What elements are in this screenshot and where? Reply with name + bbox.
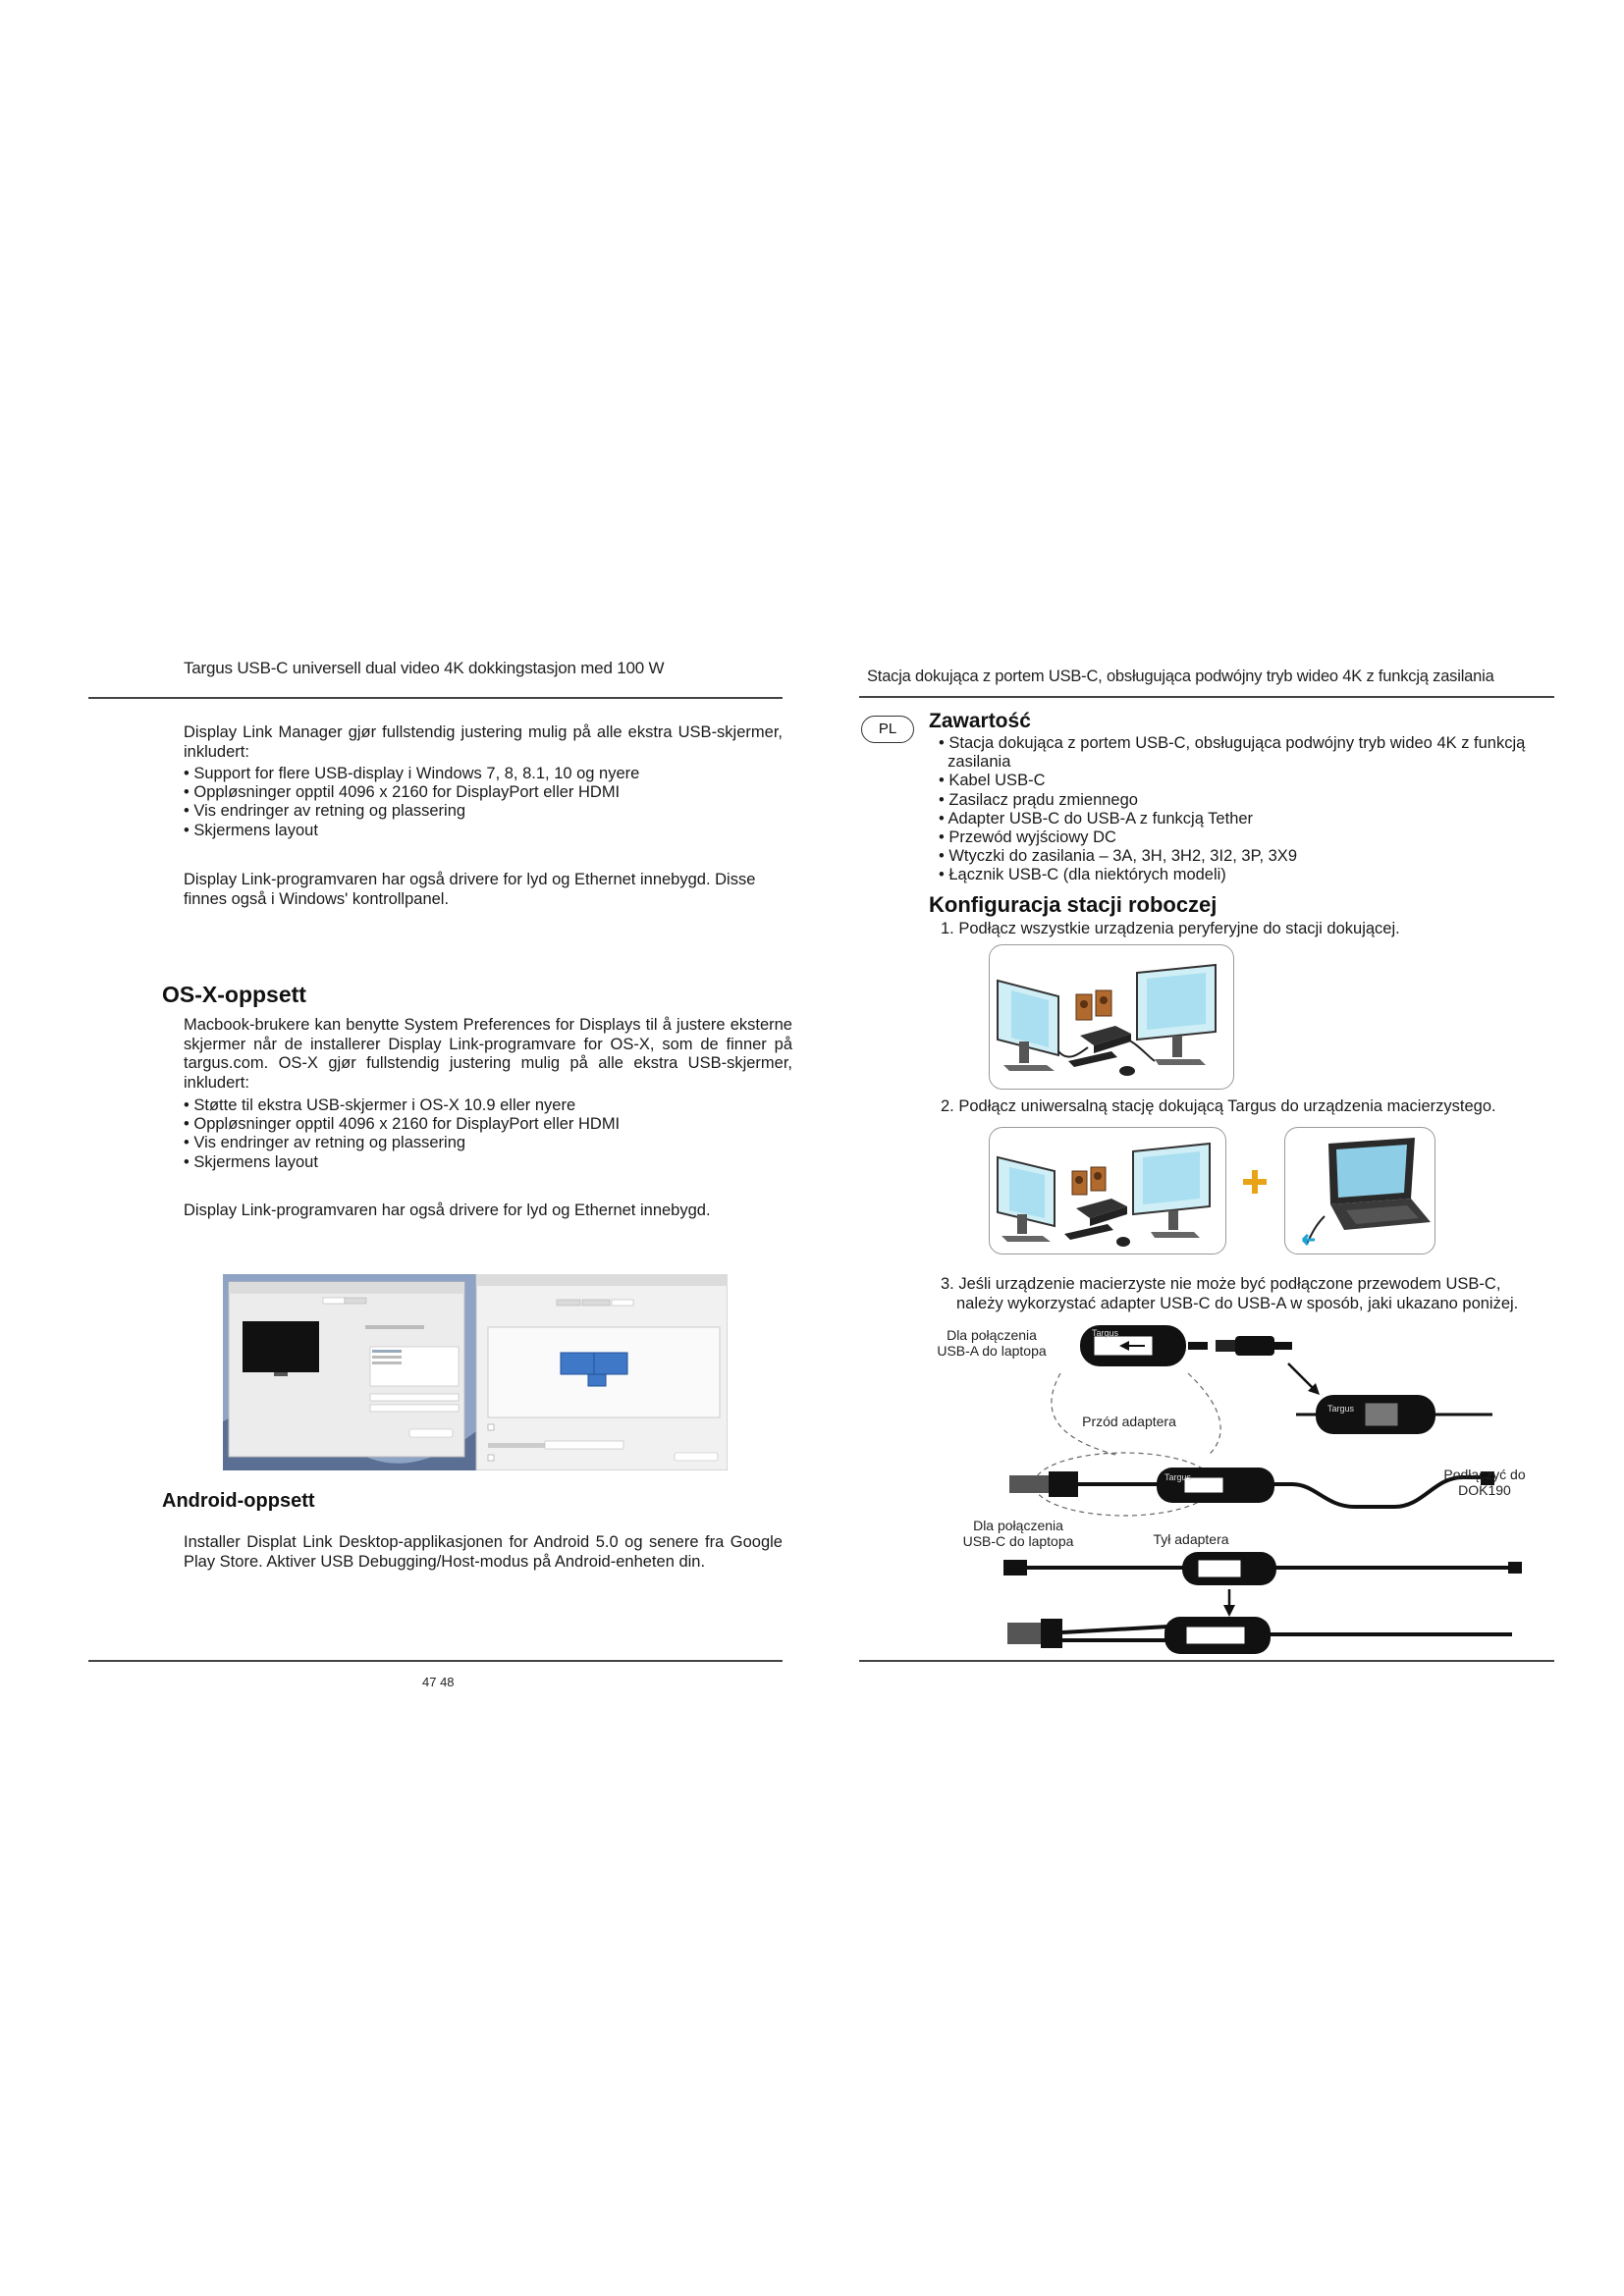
step-1: 1. Podłącz wszystkie urządzenia peryferyjne do stacji dokującej. [941, 920, 1400, 937]
label-connect-dok190 [1435, 1467, 1534, 1498]
contents-list [939, 734, 1567, 885]
osx-paragraph: Macbook-brukere kan benytte System Preferences for Displays til å justere eksterne skjermer når de installerer Display Link-programvare for OS-X, som de finner på targus.com. OS-X gjør fullstendig justering mulig på alle ekstra USB-skjermer, inkludert: [184, 1016, 792, 1092]
laptop-image [1285, 1128, 1435, 1254]
list-item: • Vis endringer av retning og plassering [184, 1134, 466, 1152]
list-item: • Oppløsninger opptil 4096 x 2160 for DisplayPort eller HDMI [184, 783, 621, 802]
left-footer-rule [88, 1660, 783, 1662]
label-line: Dla połączenia [973, 1518, 1063, 1533]
monitors-dock-speakers-image [990, 945, 1233, 1089]
list-item: • Stacja dokująca z portem USB-C, obsługująca podwójny tryb wideo 4K z funkcją [939, 734, 1526, 752]
list-item: • Przewód wyjściowy DC [939, 828, 1116, 847]
laptop-illustration [1284, 1127, 1435, 1255]
step-3-line-2: należy wykorzystać adapter USB-C do USB-A w sposób, jaki ukazano poniżej. [956, 1295, 1519, 1312]
label-line: Dla połączenia [947, 1327, 1037, 1343]
list-item: • Łącznik USB-C (dla niektórych modeli) [939, 866, 1226, 884]
step-2: 2. Podłącz uniwersalną stację dokującą Targus do urządzenia macierzystego. [941, 1097, 1496, 1115]
left-header-rule [88, 697, 783, 699]
left-intro-note: Display Link-programvaren har også drivere for lyd og Ethernet innebygd. Disse finnes også i Windows' kontrollpanel. [184, 871, 756, 908]
osx-heading: OS-X-oppsett [162, 982, 306, 1007]
label-line: USB-A do laptopa [937, 1343, 1047, 1359]
list-item: zasilania [939, 753, 1011, 772]
label-line: Podłączyć do [1443, 1467, 1526, 1482]
step2-illustration [989, 1127, 1226, 1255]
list-item: • Vis endringer av retning og plassering [184, 802, 466, 821]
list-item: • Wtyczki do zasilania – 3A, 3H, 3H2, 3I2, 3P, 3X9 [939, 847, 1297, 866]
targus-logo: Targus [1092, 1328, 1119, 1338]
list-item: • Skjermens layout [184, 1152, 318, 1171]
step1-illustration [989, 944, 1234, 1090]
android-paragraph: Installer Displat Link Desktop-applikasjonen for Android 5.0 og senere fra Google Play Store. Aktiver USB Debugging/Host-modus på Android-enheten din. [184, 1533, 783, 1571]
plus-icon [1241, 1168, 1269, 1196]
label-line: USB-C do laptopa [962, 1533, 1074, 1549]
list-item: • Støtte til ekstra USB-skjermer i OS-X 10.9 eller nyere [184, 1096, 576, 1114]
label-adapter-front: Przód adaptera [1082, 1414, 1176, 1429]
left-intro-bullets [184, 765, 792, 840]
right-header-rule [859, 696, 1554, 698]
targus-logo: Targus [1164, 1472, 1192, 1482]
list-item: • Skjermens layout [184, 821, 318, 839]
label-usba-connection [933, 1327, 1051, 1359]
right-page-header: Stacja dokująca z portem USB-C, obsługująca podwójny tryb wideo 4K z funkcją zasilania [867, 667, 1494, 685]
left-page-header: Targus USB-C universell dual video 4K dokkingstasjon med 100 W [184, 659, 665, 677]
contents-heading: Zawartość [929, 710, 1031, 732]
config-heading: Konfiguracja stacji roboczej [929, 892, 1218, 917]
monitors-dock-speakers-image [990, 1128, 1225, 1254]
targus-logo: Targus [1327, 1404, 1355, 1414]
left-intro-paragraph: Display Link Manager gjør fullstendig justering mulig på alle ekstra USB-skjermer, inkludert: [184, 723, 783, 761]
page-numbers: 47 48 [422, 1675, 455, 1689]
label-line: DOK190 [1458, 1482, 1511, 1498]
language-badge: PL [861, 716, 914, 743]
list-item: • Oppløsninger opptil 4096 x 2160 for DisplayPort eller HDMI [184, 1115, 621, 1134]
list-item: • Zasilacz prądu zmiennego [939, 790, 1138, 809]
label-adapter-back: Tył adaptera [1153, 1531, 1229, 1547]
label-usbc-connection [954, 1518, 1082, 1549]
android-heading: Android-oppsett [162, 1490, 315, 1512]
macos-display-preferences-screenshot [223, 1274, 728, 1470]
list-item: • Support for flere USB-display i Windows 7, 8, 8.1, 10 og nyere [184, 765, 640, 782]
list-item: • Adapter USB-C do USB-A z funkcją Tether [939, 809, 1254, 828]
list-item: • Kabel USB-C [939, 772, 1046, 790]
step-3-line-1: 3. Jeśli urządzenie macierzyste nie może być podłączone przewodem USB-C, [941, 1275, 1501, 1293]
right-footer-rule [859, 1660, 1554, 1662]
osx-note: Display Link-programvaren har også drivere for lyd og Ethernet innebygd. [184, 1201, 711, 1219]
osx-bullets [184, 1096, 792, 1172]
